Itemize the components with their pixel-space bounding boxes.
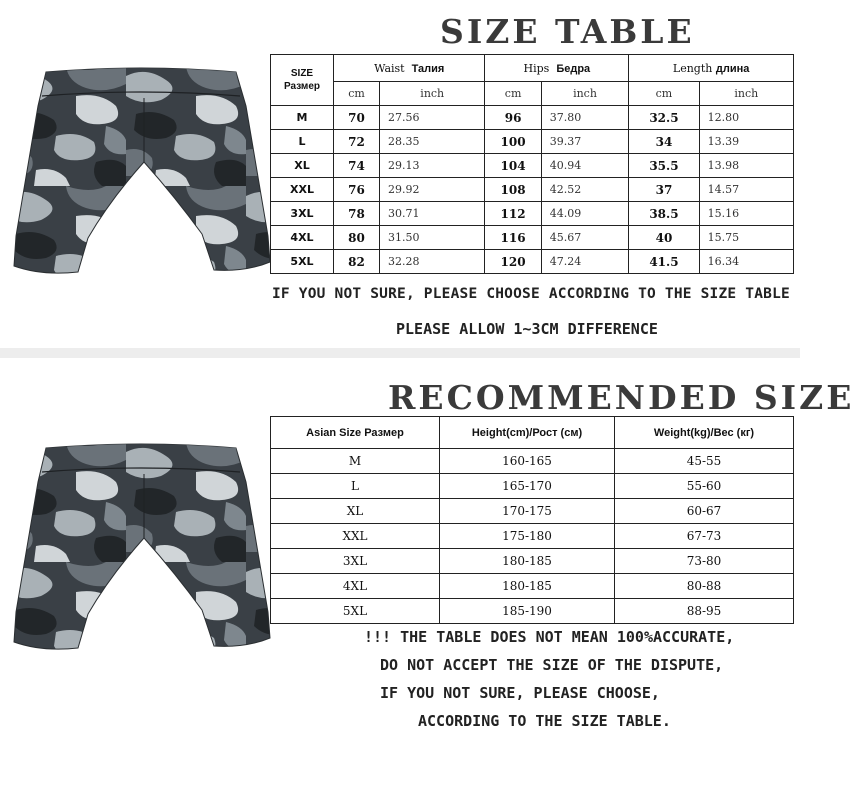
size-cell: 3XL	[271, 549, 440, 574]
unit-cm: cm	[629, 82, 699, 106]
length-cm-cell: 35.5	[629, 154, 699, 178]
asian-size-header: Asian Size Размер	[271, 417, 440, 449]
size-cell: XL	[271, 499, 440, 524]
weight-header: Weight(kg)/Вес (кг)	[615, 417, 794, 449]
waist-cm-cell: 82	[334, 250, 380, 274]
camo-shorts-image	[6, 66, 276, 282]
size-cell: 4XL	[271, 226, 334, 250]
size-header-en: SIZE	[290, 68, 314, 79]
size-table-title: SIZE TABLE	[440, 12, 695, 51]
waist-cm-cell: 80	[334, 226, 380, 250]
camo-shorts-image	[6, 442, 276, 658]
size-note-line1: IF YOU NOT SURE, PLEASE CHOOSE ACCORDING TO THE SIZE TABLE	[272, 286, 790, 302]
hips-inch-cell: 39.37	[541, 130, 629, 154]
length-cm-cell: 41.5	[629, 250, 699, 274]
length-header-ru: длина	[715, 62, 750, 75]
length-inch-cell: 16.34	[699, 250, 793, 274]
table-row	[271, 574, 794, 599]
recommended-note-line3: IF YOU NOT SURE, PLEASE CHOOSE,	[380, 684, 660, 702]
waist-cm-cell: 78	[334, 202, 380, 226]
weight-cell: 88-95	[615, 599, 794, 624]
table-row	[271, 549, 794, 574]
size-cell: L	[271, 474, 440, 499]
hips-inch-cell: 47.24	[541, 250, 629, 274]
waist-cm-cell: 70	[334, 106, 380, 130]
length-header	[629, 55, 794, 82]
table-row	[271, 499, 794, 524]
hips-inch-cell: 44.09	[541, 202, 629, 226]
length-cm-cell: 34	[629, 130, 699, 154]
waist-cm-cell: 72	[334, 130, 380, 154]
hips-header	[485, 55, 629, 82]
recommended-size-table	[270, 416, 794, 624]
length-inch-cell: 12.80	[699, 106, 793, 130]
hips-cm-cell: 100	[485, 130, 541, 154]
size-cell: XL	[271, 154, 334, 178]
unit-inch: inch	[541, 82, 629, 106]
hips-header-en: Hips	[523, 61, 550, 75]
height-cell: 180-185	[440, 574, 615, 599]
hips-cm-cell: 108	[485, 178, 541, 202]
hips-header-ru: Бедра	[556, 62, 591, 75]
waist-header-ru: Талия	[411, 62, 445, 75]
waist-header-en: Waist	[374, 61, 405, 75]
table-row	[271, 202, 794, 226]
weight-cell: 45-55	[615, 449, 794, 474]
table-row	[271, 154, 794, 178]
table-row	[271, 226, 794, 250]
length-inch-cell: 13.39	[699, 130, 793, 154]
length-inch-cell: 14.57	[699, 178, 793, 202]
weight-cell: 60-67	[615, 499, 794, 524]
length-cm-cell: 32.5	[629, 106, 699, 130]
size-cell: 3XL	[271, 202, 334, 226]
height-header: Height(cm)/Рост (см)	[440, 417, 615, 449]
size-cell: 5XL	[271, 599, 440, 624]
table-row	[271, 474, 794, 499]
height-cell: 185-190	[440, 599, 615, 624]
length-header-en: Length	[672, 61, 713, 75]
panel-separator	[0, 348, 800, 358]
table-row	[271, 599, 794, 624]
size-cell: 4XL	[271, 574, 440, 599]
hips-cm-cell: 116	[485, 226, 541, 250]
height-cell: 170-175	[440, 499, 615, 524]
waist-inch-cell: 27.56	[380, 106, 485, 130]
hips-cm-cell: 120	[485, 250, 541, 274]
size-header-ru: Размер	[283, 81, 320, 92]
height-cell: 175-180	[440, 524, 615, 549]
waist-inch-cell: 29.92	[380, 178, 485, 202]
waist-inch-cell: 32.28	[380, 250, 485, 274]
unit-cm: cm	[334, 82, 380, 106]
size-table-panel	[0, 0, 800, 348]
waist-cm-cell: 74	[334, 154, 380, 178]
waist-inch-cell: 29.13	[380, 154, 485, 178]
waist-cm-cell: 76	[334, 178, 380, 202]
size-column-header	[271, 55, 334, 106]
hips-inch-cell: 40.94	[541, 154, 629, 178]
size-cell: L	[271, 130, 334, 154]
waist-inch-cell: 31.50	[380, 226, 485, 250]
unit-inch: inch	[699, 82, 793, 106]
waist-inch-cell: 28.35	[380, 130, 485, 154]
size-cell: M	[271, 106, 334, 130]
hips-inch-cell: 42.52	[541, 178, 629, 202]
height-cell: 160-165	[440, 449, 615, 474]
table-row	[271, 130, 794, 154]
waist-inch-cell: 30.71	[380, 202, 485, 226]
size-note-line2: PLEASE ALLOW 1~3CM DIFFERENCE	[396, 320, 658, 338]
table-row	[271, 178, 794, 202]
height-cell: 180-185	[440, 549, 615, 574]
hips-cm-cell: 96	[485, 106, 541, 130]
hips-inch-cell: 45.67	[541, 226, 629, 250]
length-inch-cell: 13.98	[699, 154, 793, 178]
size-cell: M	[271, 449, 440, 474]
hips-cm-cell: 112	[485, 202, 541, 226]
hips-cm-cell: 104	[485, 154, 541, 178]
table-row	[271, 106, 794, 130]
size-table	[270, 54, 794, 274]
weight-cell: 80-88	[615, 574, 794, 599]
length-cm-cell: 38.5	[629, 202, 699, 226]
recommended-note-line2: DO NOT ACCEPT THE SIZE OF THE DISPUTE,	[380, 656, 724, 674]
length-inch-cell: 15.16	[699, 202, 793, 226]
weight-cell: 73-80	[615, 549, 794, 574]
weight-cell: 55-60	[615, 474, 794, 499]
height-cell: 165-170	[440, 474, 615, 499]
recommended-note-line4: ACCORDING TO THE SIZE TABLE.	[418, 712, 671, 730]
unit-inch: inch	[380, 82, 485, 106]
unit-cm: cm	[485, 82, 541, 106]
table-row	[271, 524, 794, 549]
length-cm-cell: 37	[629, 178, 699, 202]
size-cell: XXL	[271, 524, 440, 549]
length-inch-cell: 15.75	[699, 226, 793, 250]
recommended-size-title: RECOMMENDED SIZE	[388, 378, 854, 417]
waist-header	[334, 55, 485, 82]
weight-cell: 67-73	[615, 524, 794, 549]
table-row	[271, 250, 794, 274]
size-cell: XXL	[271, 178, 334, 202]
hips-inch-cell: 37.80	[541, 106, 629, 130]
recommended-size-panel	[0, 358, 854, 706]
table-row	[271, 449, 794, 474]
length-cm-cell: 40	[629, 226, 699, 250]
size-cell: 5XL	[271, 250, 334, 274]
recommended-note-line1: !!! THE TABLE DOES NOT MEAN 100%ACCURATE,	[364, 628, 735, 646]
